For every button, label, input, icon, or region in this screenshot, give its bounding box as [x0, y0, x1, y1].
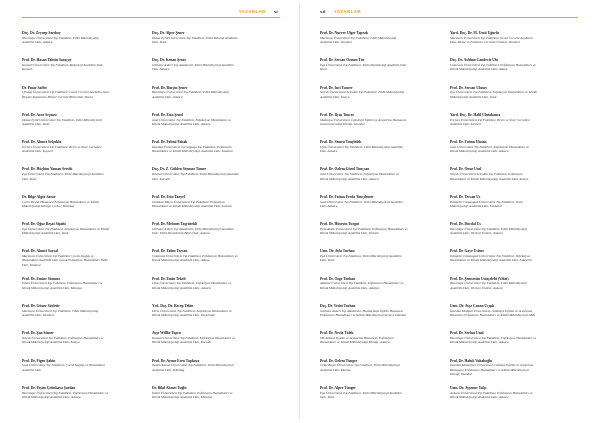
author-name: Prof. Dr. Serhat Ünal: [450, 331, 484, 336]
author-name: Prof. Dr. Fatma Ferda Tunçdemir: [320, 194, 374, 199]
author-entry: [22, 304, 110, 331]
author-name: Prof. Dr. Semra Tunçbilek: [320, 140, 362, 145]
author-affiliation: Gazi Üniversitesi Tıp Fakültesi, Enfeksiyon Hastalıkları ve Klinik Mikrobiyoloji Anabilim Dalı, Ankara: [320, 172, 400, 181]
author-name: Prof. Dr. Esin Şenol: [152, 112, 184, 117]
author-entry: [320, 86, 408, 113]
author-name: Prof. Dr. Şemsettin Ustaçelebi (Vefat): [450, 276, 509, 281]
author-name: Prof. Dr. Hüseyin Turgut: [320, 222, 360, 227]
author-affiliation: Namık Kemal Üniversitesi Tıp Fakültesi, Tıbbi Mikrobiyoloji Anabilim Dalı, Tekirdağ: [152, 363, 234, 372]
author-entry: [320, 140, 408, 167]
author-name: Prof. Dr. Özlem Tünger: [320, 358, 358, 363]
author-entry: [152, 140, 240, 167]
author-entry: [450, 140, 538, 167]
author-entry: [320, 167, 408, 194]
author-entry: [450, 58, 538, 85]
author-entry: [320, 331, 408, 358]
author-name: Prof. Dr. Güner Söyletir: [22, 303, 60, 308]
author-entry: [450, 359, 538, 386]
author-entry: [320, 113, 408, 140]
author-name: Prof. Dr. Ahmet Soysal: [22, 249, 58, 254]
author-affiliation: SB, Ankara Eğitim ve Araştırma Hastanesi, Enfeksiyon Hastalıkları ve Klinik Mikrobiyoloji Kliniği, Ankara: [320, 336, 394, 345]
author-affiliation: Dicle Üniversitesi Tıp Fakültesi, Enfeksiyon Hastalıkları ve Klinik Mikrobiyoloji Anabilim Dalı, Diyarbakır: [152, 308, 232, 318]
author-affiliation: Çukurova Üniversitesi Tıp Fakültesi, Enfeksiyon Hastalıkları ve Klinik Mikrobiyoloji Anabilim Dalı, Adana: [152, 254, 238, 263]
author-name: Prof. Dr. Alper Tünger: [320, 385, 356, 390]
author-entry: [152, 386, 240, 413]
author-affiliation: Selçuk Üniversitesi Selçuklu Tıp Fakültesi, Tıbbi Mikrobiyoloji Anabilim Dalı, Konya: [320, 90, 405, 99]
running-header-title: YAZARLAR: [238, 9, 266, 14]
author-affiliation: Kocaeli Üniversitesi Tıp Fakültesi, Tıbbi Mikrobiyoloji Anabilim Dalı, Kocaeli: [152, 172, 239, 181]
author-affiliation: Dokuz Eylül Üniversitesi Tıp Fakültesi, Tıbbi Mikrobiyoloji Anabilim Dalı, İzmir: [22, 117, 102, 126]
author-affiliation: Gülhane Askeri Tıp Akademisi, Haydarpaşa Eğitim Hastanesi Enfeksiyon Hastalıkları ve Klinik Mikrobiyoloji Servisi, İstanbul: [320, 308, 407, 318]
author-name: Prof. Dr. Sercan Ulusoy: [450, 85, 488, 90]
author-name: Prof. Dr. İlyas Tuncer: [320, 112, 355, 117]
author-name: Yrd. Doç. Dr. Recep Tekin: [152, 303, 194, 308]
running-header: [320, 9, 361, 14]
author-affiliation: İstanbul Üniversitesi Cerrahpaşa Tıp Fakültesi, Enfeksiyon Hastalıkları ve Klinik Mikrobiyoloji Anabilim Dalı, İstanbul: [152, 144, 233, 154]
author-entry: [450, 331, 538, 358]
author-affiliation: Dokuz Eylül Üniversitesi Tıp Fakültesi, Tıbbi Patoloji Anabilim Dalı, İzmir: [152, 35, 238, 45]
author-entry: [152, 31, 240, 58]
author-name: Prof. Dr. Figen Şahin: [22, 358, 56, 363]
author-name: Prof. Dr. Hüçlüm Yaman Sertök: [22, 167, 73, 172]
author-column: [22, 31, 110, 413]
author-entry: [152, 249, 240, 276]
author-entry: [22, 31, 110, 58]
author-entry: [320, 58, 408, 85]
author-entry: [450, 249, 538, 276]
author-affiliation: Eskişehir Osmangazi Üniversitesi Tıp Fakültesi, Tıbbi Mikrobiyoloji Anabilim Dalı, Eskişehir: [450, 199, 523, 208]
author-affiliation: Marmara Üniversitesi Tıp Fakültesi, Tıbbi Mikrobiyoloji Anabilim Dalı, İstanbul: [320, 35, 397, 45]
author-affiliation: Hacettepe Üniversitesi Tıp Fakültesi, Tıbbi Mikrobiyoloji Anabilim Dalı, Viroloji Ünitesi, Ankara: [450, 226, 527, 236]
author-name: Prof. Dr. Necla Tülek: [320, 331, 354, 336]
author-name: Doç. Dr. Vedat Turhan: [320, 303, 356, 308]
author-entry: [152, 304, 240, 331]
author-affiliation: Hacettepe Üniversitesi Tıp Fakültesi, Enfeksiyon Hastalıkları ve Klinik Mikrobiyoloji Anabilim Dalı, Ankara: [450, 336, 537, 345]
author-entry: [22, 140, 110, 167]
author-affiliation: Kocaeli Üniversitesi Tıp Fakültesi, Radyoloji Anabilim Dalı, Kocaeli: [22, 63, 104, 72]
running-header-title: YAZARLAR: [333, 9, 361, 14]
author-entry: [152, 359, 240, 386]
author-entry: [450, 222, 538, 249]
author-affiliation: Selçuk Üniversitesi Tıp Fakültesi, Enfeksiyon Hastalıkları ve Klinik Mikrobiyoloji Anabilim Dalı, Konya: [22, 336, 104, 345]
author-name: Ayşe Willke Topcu: [152, 331, 182, 336]
author-name: Dr. Bilal Ahmet Tuğlu: [152, 385, 187, 390]
right-page: [300, 0, 600, 423]
author-affiliation: Pamukkale Üniversitesi Tıp Fakültesi, Enfeksiyon Hastalıkları ve Klinik Mikrobiyoloji Anabilim Dalı, Denizli: [320, 226, 408, 236]
author-name: Prof. Dr. Şua Sümer: [22, 331, 54, 336]
author-entry: [450, 31, 538, 58]
author-name: Uzm. Dr. Ayla Turhan: [320, 249, 355, 254]
author-affiliation: İstanbul Medipol Üniversitesi, Gümüşçü Eğitim ve Araştırma Hastanesi Enfeksiyon Hastalıkları ve Klinik Mikrobiyoloji ABD: [450, 308, 536, 318]
author-name: Prof. Dr. Emin Tekeli: [152, 276, 186, 281]
author-name: Doç. Dr. Kenan Şener: [152, 58, 187, 63]
author-affiliation: Çukurova Üniversitesi Tıp Fakültesi, Enfeksiyon Hastalıkları ve Klinik Mikrobiyoloji Anabilim Dalı, Adana: [450, 63, 536, 72]
author-affiliation: Gazi Üniversitesi Tıp Fakültesi, Tıbbi Mikrobiyoloji Anabilim Dalı, Ankara: [320, 199, 403, 208]
author-affiliation: Gazi Üniversitesi Tıp Fakültesi, Enfeksiyon Hastalıkları ve Klinik Mikrobiyoloji Anabilim Dalı, Ankara: [152, 117, 232, 126]
author-name: Prof. Dr. Yeşim Çetinkaya Şardan: [22, 385, 76, 390]
author-name: Prof. Dr. Oğuz Reşat Sipahi: [22, 222, 66, 227]
author-affiliation: Ufuk Üniversitesi Tıp Fakültesi, Enfeksiyon Hastalıkları ve Klinik Mikrobiyoloji Anabilim Dalı, Ankara: [152, 281, 232, 290]
author-affiliation: Gazi Üniversitesi Tıp Fakültesi, Çocuk Sağlığı ve Hastalıkları Anabilim Dalı: [22, 363, 106, 372]
page-number: xii: [320, 9, 326, 14]
author-name: Yard. Doç. Dr. Halil Ulutabanca: [450, 112, 501, 117]
author-name: Prof. Dr. Emine Sönmez: [22, 276, 60, 281]
author-affiliation: Gülhane Askeri Tıp Akademisi, Tıbbi Mikrobiyoloji Anabilim Dalı, Ankara: [152, 63, 234, 72]
author-entry: [450, 386, 538, 413]
author-column: [450, 31, 538, 413]
author-affiliation: Selçuk Üniversitesi Selçuklu Tıp Fakültesi, Enfeksiyon Hastalıkları ve Klinik Mikrobiyoloji Anabilim Dalı, Konya: [450, 172, 529, 181]
author-entry: [320, 304, 408, 331]
author-entry: [320, 249, 408, 276]
author-name: Doç. Dr. Alper Şener: [152, 31, 185, 35]
author-entry: [450, 304, 538, 331]
author-entry: [152, 167, 240, 194]
author-affiliation: Ondokuz Mayıs Üniversitesi Tıp Fakültesi, Enfeksiyon Hastalıkları ve Klinik Mikrobiyoloji Anabilim Dalı, Samsun: [152, 199, 232, 208]
author-name: Prof. Dr. Fehmi Tabak: [152, 140, 188, 145]
author-name: Dr. Bilge Algöz Sarar: [22, 194, 56, 199]
author-affiliation: Celal Bayar Üniversitesi Tıp Fakültesi, Tıbbi Mikrobiyoloji Anabilim Dalı, Manisa: [320, 363, 400, 372]
author-entry: [22, 167, 110, 194]
author-entry: [152, 195, 240, 222]
author-entry: [152, 222, 240, 249]
author-entry: [320, 195, 408, 222]
author-entry: [22, 86, 110, 113]
author-name: Yard. Doç. Dr. M. Ümit Uğurlu: [450, 31, 499, 35]
author-name: Prof. Dr. Haluk Vahaboğlu: [450, 358, 493, 363]
author-entry: [22, 222, 110, 249]
author-affiliation: İnönü Üniversitesi Tıp Fakültesi, Enfeksiyon Hastalıkları ve Klinik Mikrobiyoloji Anabilim Dalı, Malatya: [22, 281, 103, 290]
page-number: xi: [273, 9, 278, 14]
author-affiliation: Mudanya Üniversitesi, Gümüşçü Eğitim ve Araştırma Hastanesi, Gastroenteroloji Kliniği, İstanbul: [320, 117, 407, 126]
author-affiliation: Ege Üniversitesi Tıp Fakültesi, Enfeksiyon Hastalıkları ve Klinik Mikrobiyoloji Anabilim Dalı, İzmir: [450, 90, 537, 99]
author-entry: [320, 386, 408, 413]
author-entry: [22, 249, 110, 276]
author-entry: [22, 195, 110, 222]
author-entry: [152, 58, 240, 85]
author-name: Doç. Dr. Zeynep Sarıboy: [22, 31, 61, 35]
author-name: Prof. Dr. Fatma Ulutan: [450, 140, 487, 145]
author-affiliation: Hacettepe Üniversitesi Tıp Fakültesi, Enfeksiyon Hastalıkları ve Klinik Mikrobiyoloji Anabilim Dalı, Ankara: [22, 390, 109, 399]
author-entry: [450, 277, 538, 304]
author-entry: [450, 167, 538, 194]
author-entry: [22, 277, 110, 304]
author-affiliation: Ufuk Üniversitesi Tıp Fakültesi, Tıbbi Mikrobiyoloji Anabilim Dalı, Ankara: [320, 144, 403, 154]
author-name: Uzm. Dr. Ayşenur Yalçı: [450, 385, 487, 390]
author-affiliation: İstanbul Medeniyet Üniversitesi, Göztepe Eğitim ve Araştırma Hastanesi, Enfeksiyon Hastalıkları ve Klinik Mikrobiyoloji Kliniği, İstanbul: [450, 363, 534, 376]
author-affiliation: Ege Üniversitesi Tıp Fakültesi, Tıbbi Mikrobiyoloji Anabilim Dalı, İzmir: [22, 172, 104, 181]
author-name: Prof. Dr. Ahmet Selçuklu: [22, 140, 62, 145]
author-name: Prof. Dr. Azra Seçmez: [22, 112, 57, 117]
header-rule: [320, 17, 578, 18]
author-entry: [320, 359, 408, 386]
author-name: Prof. Dr. Esin Tanyel: [152, 194, 185, 199]
author-affiliation: Erciyes Üniversitesi Tıp Fakültesi, Beyin ve Sinir Cerrahisi Anabilim Dalı, Kayseri: [22, 144, 102, 154]
author-affiliation: İnönü Üniversitesi Tıp Fakültesi, Enfeksiyon Hastalıkları ve Klinik Mikrobiyoloji Anabilim Dalı, Malatya: [152, 390, 233, 399]
author-entry: [22, 359, 110, 386]
author-name: Prof. Dr. Aynur Eren Topkaya: [152, 358, 200, 363]
author-entry: [450, 195, 538, 222]
author-name: Prof. Dr. İnci Tuncer: [320, 85, 353, 90]
author-entry: [152, 277, 240, 304]
author-affiliation: Kocaeli Üniversitesi Tıp Fakültesi, Enfeksiyon Hastalıkları ve Klinik Mikrobiyoloji Anabilim Dalı, Kocaeli: [152, 336, 236, 345]
author-name: Uzm. Dr. Ayşe Canan Uçışık: [450, 303, 495, 308]
author-affiliation: Ankara Üniversitesi Tıp Fakültesi, Enfeksiyon Hastalıkları ve Klinik Mikrobiyoloji Anabilim Dalı, Ankara: [450, 390, 533, 399]
author-entry: [320, 277, 408, 304]
author-entry: [320, 31, 408, 58]
author-entry: [450, 113, 538, 140]
author-affiliation: Ege Üniversitesi Tıp Fakültesi, Enfeksiyon Hastalıkları ve Klinik Mikrobiyoloji Anabilim Dalı, İzmir: [22, 226, 109, 236]
author-name: Prof. Dr. Nurver Ülger Toprak: [320, 31, 369, 35]
author-name: Doç. Dr. Z. Gülden Sönmez Tamer: [152, 167, 207, 172]
author-affiliation: Uludağ Üniversitesi Tıp Fakültesi, Genel Cerrahi Anabilim Dalı, Hepato-Pankreato-Biliyer Cerrahi Bilim Dalı, Bursa: [22, 90, 110, 99]
author-entry: [450, 86, 538, 113]
author-affiliation: Ege Üniversitesi Tıp Fakültesi, Tıbbi Mikrobiyoloji Anabilim Dalı, İzmir: [320, 390, 402, 399]
author-name: Prof. Dr. Özlem Gürol Tunçcan: [320, 167, 370, 172]
author-name: Prof. Dr. Yalım Tezcan: [152, 249, 188, 254]
author-column: [152, 31, 240, 413]
author-entry: [22, 113, 110, 140]
author-entry: [22, 58, 110, 85]
author-name: Prof. Dr. Özge Turhan: [320, 276, 356, 281]
author-name: Prof. Dr. Tercan Us: [450, 194, 481, 199]
author-affiliation: Gülhane Askeri Tıp Akademisi, Tıbbi Mikrobiyoloji Anabilim Dalı, Tıbbi Parazitoloji Bilim Dalı, Ankara: [152, 226, 234, 236]
author-name: Prof. Dr. Gaye Usluer: [450, 249, 485, 254]
author-name: Doç. Dr. Aslıhan Candevir Ulu: [450, 58, 498, 63]
author-name: Prof. Dr. Mehmet Taşyürekli: [152, 222, 198, 227]
author-affiliation: Ege Üniversitesi Tıp Fakültesi, Tıbbi Parazitoloji Anabilim Dalı, İzmir: [320, 63, 407, 72]
author-affiliation: Gazi Üniversitesi Tıp Fakültesi, Enfeksiyon Hastalıkları ve Klinik Mikrobiyoloji Anabilim Dalı, Ankara: [450, 144, 530, 154]
author-affiliation: Erciyes Üniversitesi Tıp Fakültesi, Beyin ve Sinir Cerrahisi Anabilim Dalı, Kayseri: [450, 117, 530, 126]
author-affiliation: Akdeniz Üniversitesi Tıp Fakültesi, Enfeksiyon Hastalıkları ve Klinik Mikrobiyoloji Anabilim Dalı, Antalya: [320, 281, 404, 290]
running-header: [239, 9, 278, 14]
header-rule: [22, 17, 280, 18]
author-affiliation: Çorlu Devlet Hastanesi Enfeksiyon Hastalıkları ve Klinik Mikrobiyoloji Kliniği, Çorlu / Tekirdağ: [22, 199, 99, 208]
author-name: Prof. Dr. Burçin Şener: [152, 85, 188, 90]
author-affiliation: Hacettepe Üniversitesi Tıp Fakültesi, Tıbbi Mikrobiyoloji Anabilim Dalı, Ankara: [152, 90, 229, 99]
author-name: Prof. Dr. Hasan Tahsin Saraçoy: [22, 58, 72, 63]
author-affiliation: Marmara Üniversitesi Tıp Fakültesi Çocuk Sağlığı ve Hastalıkları Anabilim Dalı Çocuk Enfeksiyon Hastalıkları Bilim Dalı, İstanbul: [22, 254, 108, 267]
author-entry: [22, 331, 110, 358]
author-name: Prof. Dr. Sercan Özmen Tür: [320, 58, 365, 63]
author-entry: [152, 113, 240, 140]
author-name: Prof. Dr. Onur Ural: [450, 167, 482, 172]
author-entry: [152, 86, 240, 113]
author-name: Prof. Dr. Dürdal Us: [450, 222, 481, 227]
author-affiliation: Marmara Üniversitesi Tıp Fakültesi, Tıbbi Mikrobiyoloji Anabilim Dalı, İstanbul: [22, 308, 99, 318]
author-column: [320, 31, 408, 413]
author-entry: [320, 222, 408, 249]
author-affiliation: Marmara Üniversitesi Tıp Fakültesi, Genel Cerrahi Anabilim Dalı, Meme ve Endokrin Cerrahisi Ünitesi, İstanbul: [450, 35, 533, 45]
author-affiliation: Eskişehir Osmangazi Üniversitesi Tıp Fakültesi, Enfeksiyon Hastalıkları ve Klinik Mikrobiyoloji Anabilim Dalı, Eskişehir: [450, 254, 533, 263]
author-entry: [152, 331, 240, 358]
author-affiliation: Hacettepe Üniversitesi Tıp Fakültesi, Tıbbi Mikrobiyoloji Anabilim Dalı, Ankara: [22, 35, 99, 45]
author-affiliation: Ege Üniversitesi Tıp Fakültesi, Tıbbi Mikrobiyoloji Anabilim Dalı, İzmir: [320, 254, 402, 263]
author-affiliation: Hacettepe Üniversitesi Tıp Fakültesi, Tıbbi Mikrobiyoloji Anabilim Dalı, Viroloji Ünitesi, Ankara: [450, 281, 527, 290]
author-entry: [22, 386, 110, 413]
author-name: Dr. Pınar Saffet: [22, 85, 47, 90]
